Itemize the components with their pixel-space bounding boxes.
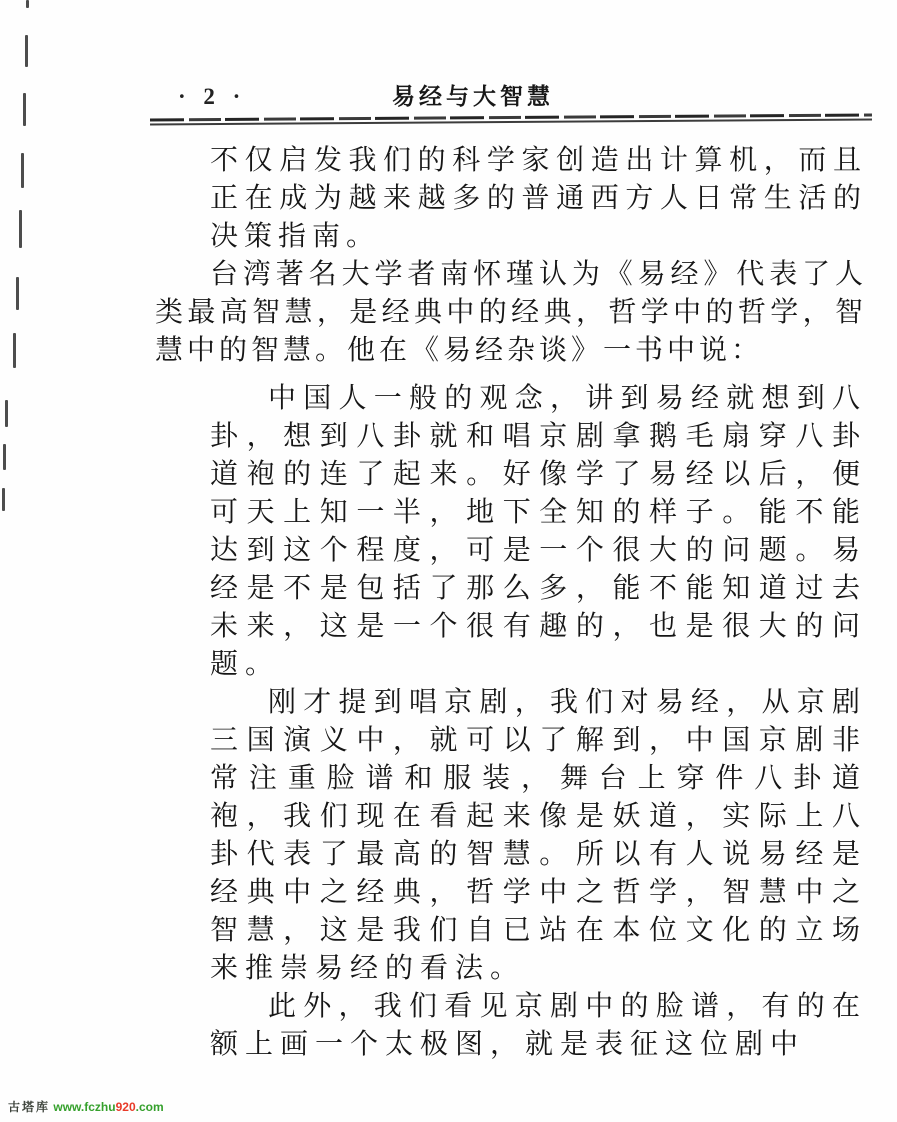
watermark-url-prefix: www.fczhu — [53, 1100, 116, 1114]
paragraph-body: 台湾著名大学者南怀瑾认为《易经》代表了人类最高智慧，是经典中的经典，哲学中的哲学，智慧中的智慧。他在《易经杂谈》一书中说： — [155, 259, 867, 366]
scan-dash — [26, 0, 29, 8]
paragraph-quote-continuation: 不仅启发我们的科学家创造出计算机，而且正在成为越来越多的普通西方人日常生活的决策指南。 — [210, 145, 867, 252]
watermark — [8, 1098, 164, 1115]
running-title: 易经与大智慧 — [392, 84, 554, 109]
paragraph-quote: 刚才提到唱京剧，我们对易经，从京剧三国演义中，就可以了解到，中国京剧非常注重脸谱和服装，舞台上穿件八卦道袍，我们现在看起来像是妖道，实际上八卦代表了最高的智慧。所以有人说易经是经典中之经典，哲学中之哲学，智慧中之智慧，这是我们自已站在本位文化的立场来推崇易经的看法。 — [210, 687, 867, 984]
watermark-site-name: 古塔库 — [8, 1100, 51, 1114]
scan-dash — [16, 277, 19, 310]
watermark-url-suffix: .com — [135, 1100, 164, 1114]
scan-dash — [5, 400, 8, 427]
page-number: · 2 · — [178, 84, 247, 109]
scan-dash — [19, 210, 22, 248]
scan-dash — [25, 35, 28, 67]
header-rule — [150, 113, 872, 127]
paragraph-quote: 此外，我们看见京剧中的脸谱，有的在额上画一个太极图，就是表征这位剧中 — [210, 991, 867, 1060]
scan-dash — [21, 153, 24, 188]
scan-dash — [13, 333, 16, 368]
scan-dash — [3, 444, 6, 470]
page-text-area — [155, 142, 867, 1064]
scan-dash — [2, 488, 5, 511]
scan-dash — [23, 93, 26, 126]
watermark-url-number: 920 — [115, 1100, 136, 1114]
paragraph-quote: 中国人一般的观念，讲到易经就想到八卦，想到八卦就和唱京剧拿鹅毛扇穿八卦道袍的连了起来。好像学了易经以后，便可天上知一半，地下全知的样子。能不能达到这个程度，可是一个很大的问题。易经是不是包括了那么多，能不能知道过去未来，这是一个很有趣的，也是很大的问题。 — [210, 383, 867, 680]
